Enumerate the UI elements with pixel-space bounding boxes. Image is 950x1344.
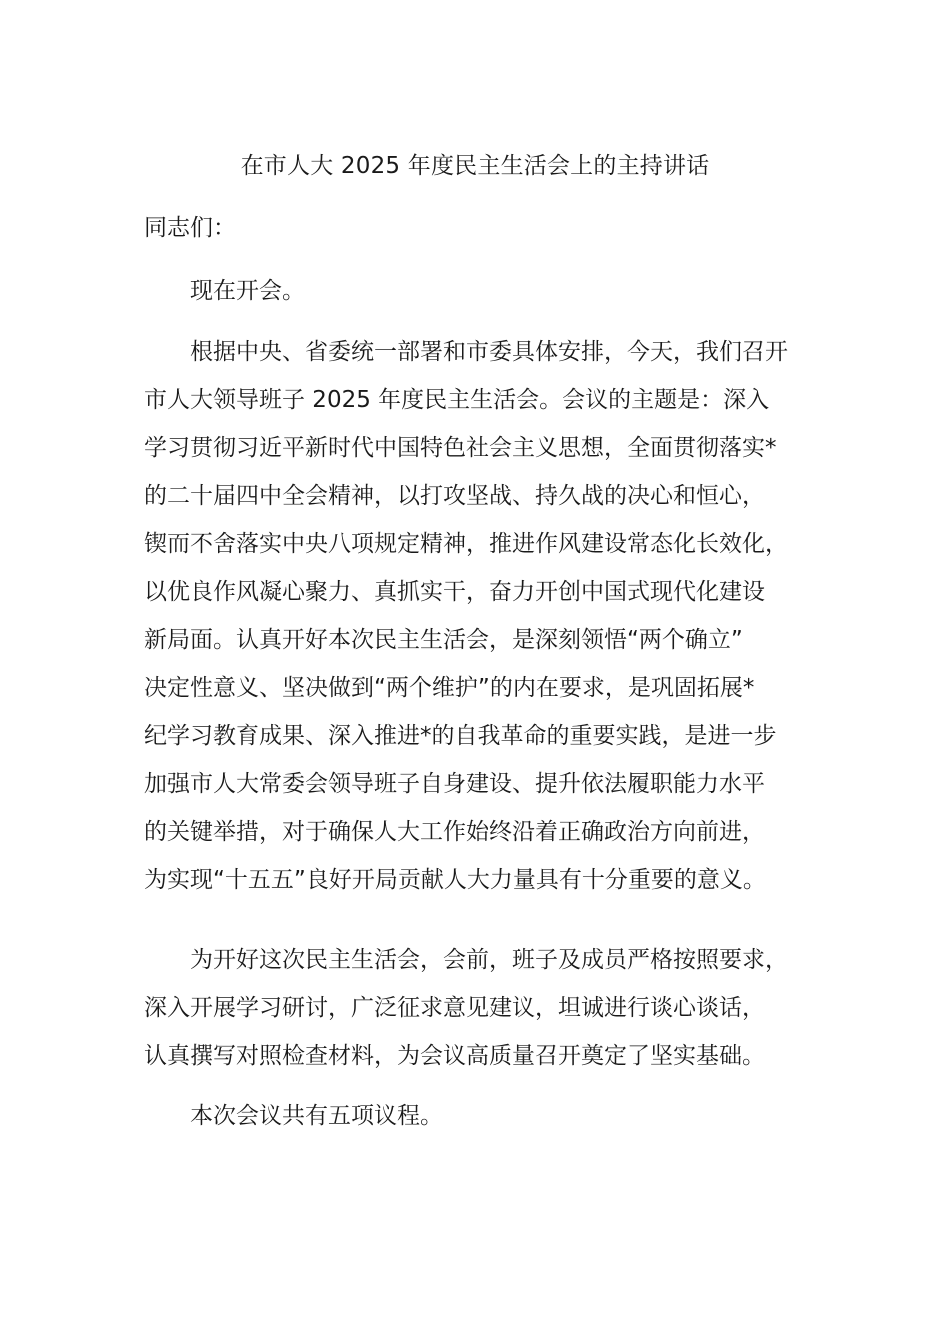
paragraph-line: 本次会议共有五项议程。 — [190, 1103, 443, 1129]
paragraph-line: 纪学习教育成果、深入推进*的自我革命的重要实践，是进一步 — [144, 723, 777, 749]
paragraph-line: 锲而不舍落实中央八项规定精神，推进作风建设常态化长效化， — [144, 531, 788, 557]
paragraph-line: 深入开展学习研讨，广泛征求意见建议，坦诚进行谈心谈话， — [144, 995, 765, 1021]
paragraph-background — [144, 328, 814, 904]
paragraph-line: 的二十届四中全会精神，以打攻坚战、持久战的决心和恒心， — [144, 483, 765, 509]
page-title: 在市人大 2025 年度民主生活会上的主持讲话 — [240, 153, 710, 179]
paragraph-line: 现在开会。 — [190, 278, 305, 304]
paragraph-line: 决定性意义、坚决做到“两个维护”的内在要求，是巩固拓展* — [144, 675, 755, 701]
paragraph-line: 的关键举措，对于确保人大工作始终沿着正确政治方向前进， — [144, 819, 765, 845]
paragraph-line: 加强市人大常委会领导班子自身建设、提升依法履职能力水平 — [144, 771, 765, 797]
paragraph-line: 为开好这次民主生活会，会前，班子及成员严格按照要求， — [190, 947, 788, 973]
paragraph-agenda — [144, 1092, 814, 1140]
paragraph-line: 为实现“十五五”良好开局贡献人大力量具有十分重要的意义。 — [144, 867, 766, 893]
salutation: 同志们： — [144, 215, 236, 241]
paragraph-preparation — [144, 936, 814, 1080]
paragraph-line: 市人大领导班子 2025 年度民主生活会。会议的主题是：深入 — [144, 387, 770, 413]
paragraph-opening — [144, 267, 814, 315]
paragraph-line: 认真撰写对照检查材料，为会议高质量召开奠定了坚实基础。 — [144, 1043, 765, 1069]
paragraph-line: 学习贯彻习近平新时代中国特色社会主义思想，全面贯彻落实* — [144, 435, 777, 461]
paragraph-line: 以优良作风凝心聚力、真抓实干，奋力开创中国式现代化建设 — [144, 579, 765, 605]
paragraph-line: 新局面。认真开好本次民主生活会，是深刻领悟“两个确立” — [144, 627, 743, 653]
paragraph-line: 根据中央、省委统一部署和市委具体安排，今天，我们召开 — [190, 339, 788, 365]
